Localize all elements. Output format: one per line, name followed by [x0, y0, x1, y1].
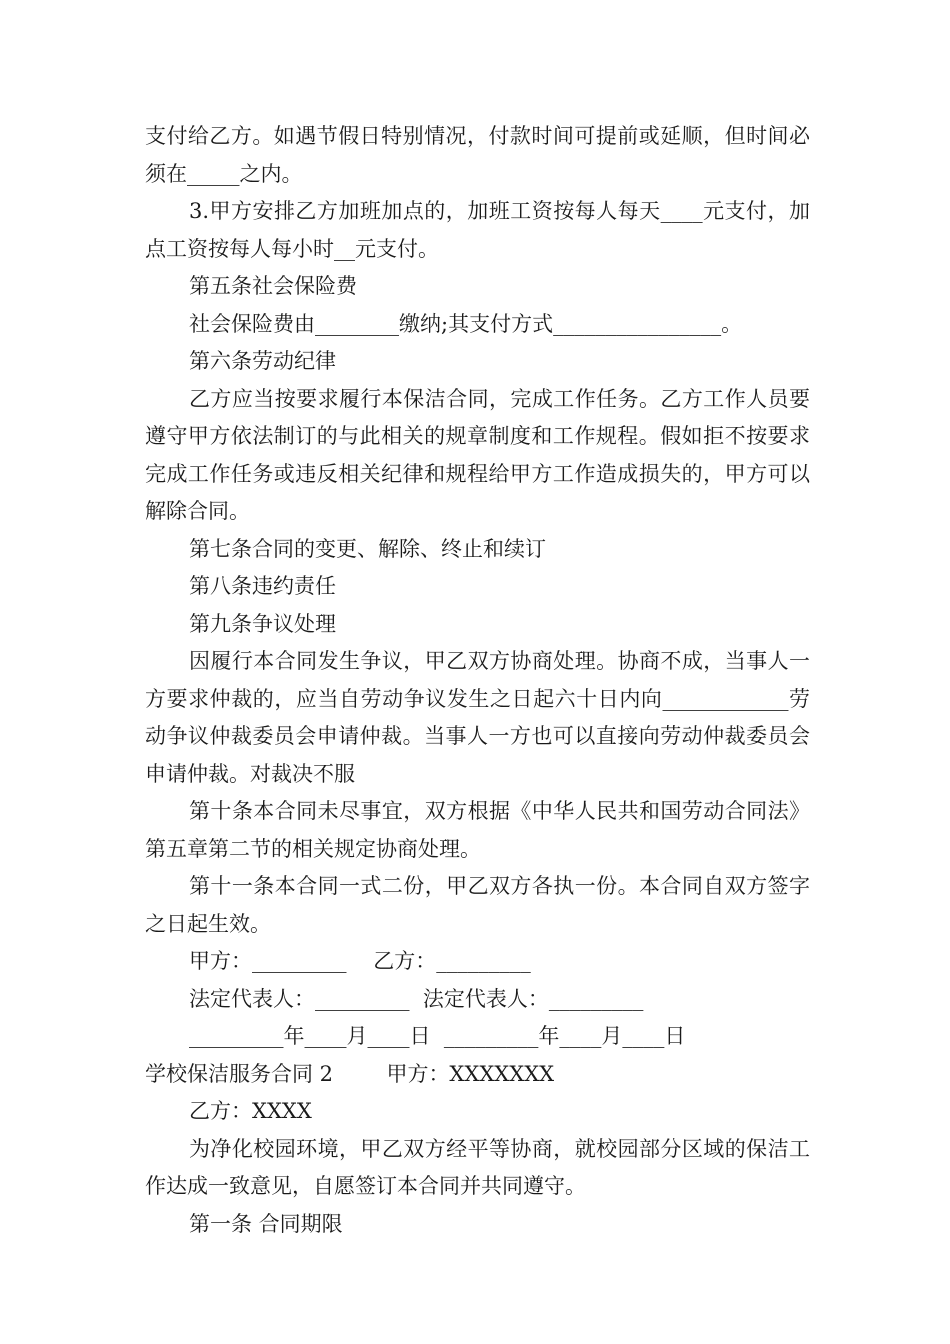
article-7-heading: 第七条合同的变更、解除、终止和续订	[189, 536, 546, 561]
signature-representatives-line: 法定代表人：_________ 法定代表人：_________	[189, 986, 644, 1011]
paragraph-overtime-pay: 3.甲方安排乙方加班加点的，加班工资按每人每天____元支付，加点工资按每人每小时__元支付。	[145, 199, 810, 261]
paragraph-labor-discipline: 乙方应当按要求履行本保洁合同，完成工作任务。乙方工作人员要遵守甲方依法制订的与此相关的规章制度和工作规程。假如拒不按要求完成工作任务或违反相关纪律和规程给甲方工作造成损失的，甲方可以解除合同。	[145, 386, 810, 523]
signature-parties-line: 甲方：_________ 乙方：_________	[189, 949, 531, 973]
second-contract-heading: 学校保洁服务合同 2 甲方：XXXXXXX	[145, 1061, 555, 1086]
paragraph-social-insurance: 社会保险费由________缴纳;其支付方式________________。	[189, 311, 743, 336]
second-contract-article-1-heading: 第一条 合同期限	[189, 1211, 343, 1236]
signature-dates-line: _________年____月____日 _________年____月____日	[189, 1024, 686, 1048]
article-5-heading: 第五条社会保险费	[189, 274, 357, 298]
document-body	[145, 118, 810, 1243]
paragraph-dispute-resolution: 因履行本合同发生争议，甲乙双方协商处理。协商不成，当事人一方要求仲裁的，应当自劳动争议发生之日起六十日内向____________劳动争议仲裁委员会申请仲裁。当事人一方也可以直接向劳动仲裁委员会申请仲裁。对裁决不服	[145, 649, 810, 786]
second-contract-party-b: 乙方：XXXX	[189, 1099, 312, 1123]
article-11-paragraph: 第十一条本合同一式二份，甲乙双方各执一份。本合同自双方签字之日起生效。	[145, 874, 810, 936]
article-9-heading: 第九条争议处理	[189, 611, 336, 636]
article-10-paragraph: 第十条本合同未尽事宜，双方根据《中华人民共和国劳动合同法》第五章第二节的相关规定协商处理。	[145, 799, 810, 861]
article-6-heading: 第六条劳动纪律	[189, 349, 336, 373]
paragraph-payment-timing: 支付给乙方。如遇节假日特别情况，付款时间可提前或延顺，但时间必须在_____之内。	[145, 124, 810, 186]
article-8-heading: 第八条违约责任	[189, 574, 336, 598]
second-contract-intro: 为净化校园环境，甲乙双方经平等协商，就校园部分区域的保洁工作达成一致意见，自愿签订本合同并共同遵守。	[145, 1136, 810, 1198]
